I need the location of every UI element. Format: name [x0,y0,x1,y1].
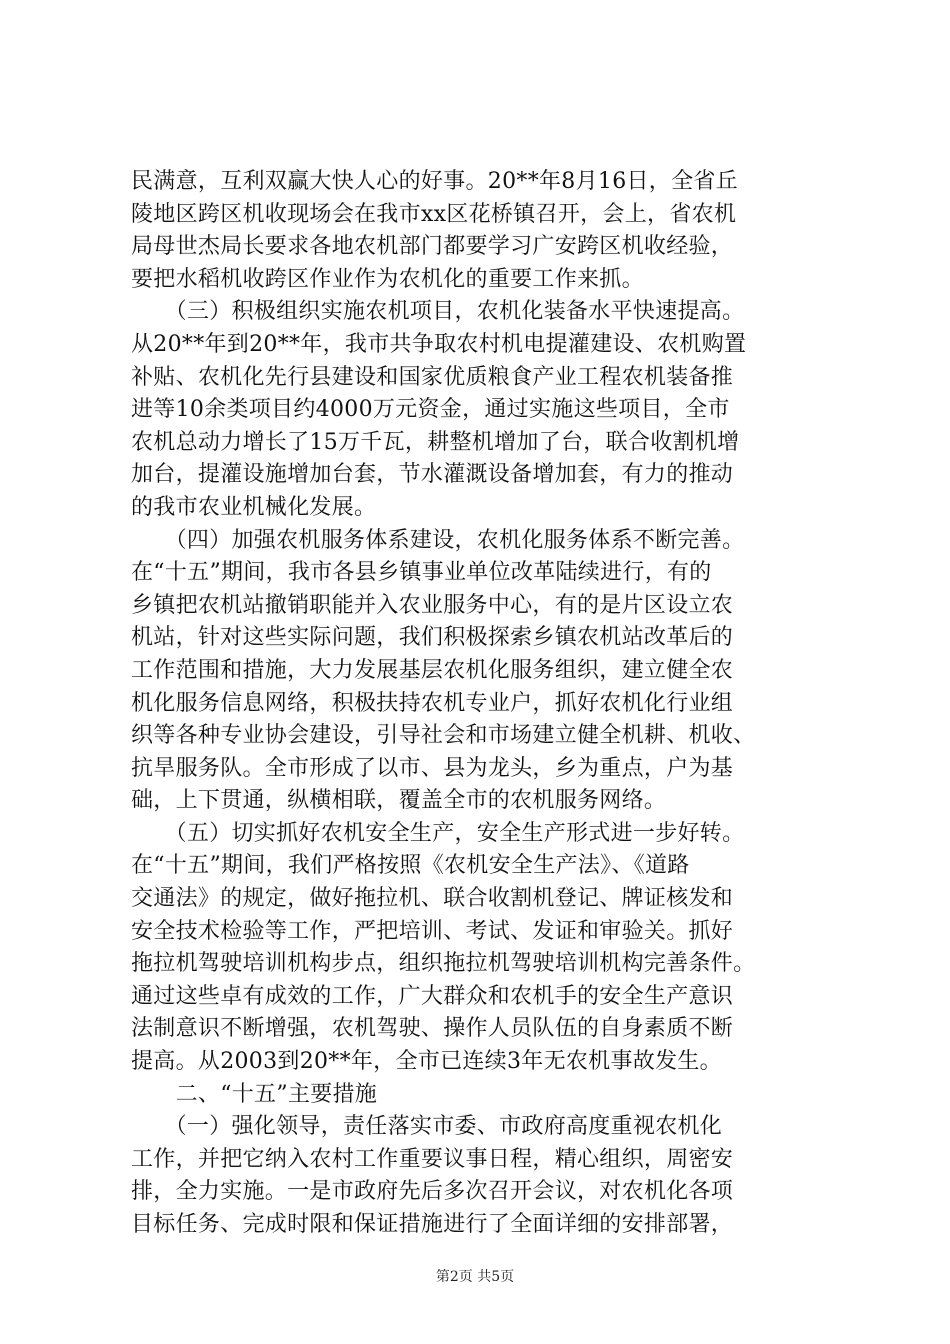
text-line: 机站，针对这些实际问题，我们积极探索乡镇农机站改革后的 [131,625,734,651]
text-line: 拖拉机驾驶培训机构步点，组织拖拉机驾驶培训机构完善条件。 [131,951,756,977]
text-line: 提高。从2003到20**年，全市已连续3年无农机事故发生。 [131,1049,722,1075]
text-line: 交通法》的规定，做好拖拉机、联合收割机登记、牌证核发和 [131,886,734,912]
text-line: 排，全力实施。一是市政府先后多次召开会议，对农机化各项 [131,1179,734,1205]
text-line: 加台，提灌设施增加台套，节水灌溉设备增加套，有力的推动 [131,462,734,488]
section-heading-line: （五）切实抓好农机安全生产，安全生产形式进一步好转。 [131,820,745,846]
text-line: 局母世杰局长要求各地农机部门都要学习广安跨区机收经验， [131,234,734,260]
section-heading-line: （一）强化领导，责任落实市委、市政府高度重视农机化 [131,1114,723,1140]
text-line: 工作，并把它纳入农村工作重要议事日程，精心组织，周密安 [131,1146,734,1172]
text-line: 法制意识不断增强，农机驾驶、操作人员队伍的自身素质不断 [131,1016,734,1042]
text-line: 安全技术检验等工作，严把培训、考试、发证和审验关。抓好 [131,918,734,944]
text-line: 通过这些卓有成效的工作，广大群众和农机手的安全生产意识 [131,983,734,1009]
page-number-footer: 第2页 共5页 [435,1269,515,1285]
text-line: 机化服务信息网络，积极扶持农机专业户，抓好农机化行业组 [131,690,734,716]
text-line: 的我市农业机械化发展。 [131,494,377,520]
text-line: 乡镇把农机站撤销职能并入农业服务中心，有的是片区设立农 [131,592,734,618]
section-heading-line: （三）积极组织实施农机项目，农机化装备水平快速提高。 [131,299,745,325]
text-line: 在“十五”期间，我市各县乡镇事业单位改革陆续进行，有的 [131,560,712,586]
text-line: 础，上下贯通，纵横相联，覆盖全市的农机服务网络。 [131,788,667,814]
text-line: 从20**年到20**年，我市共争取农村机电提灌建设、农机购置 [131,331,747,357]
text-line: 在“十五”期间，我们严格按照《农机安全生产法》、《道路 [131,853,690,879]
text-line: 农机总动力增长了15万千瓦，耕整机增加了台，联合收割机增 [131,429,740,455]
text-line: 要把水稻机收跨区作业作为农机化的重要工作来抓。 [131,266,644,292]
text-line: 陵地区跨区机收现场会在我市xx区花桥镇召开，会上，省农机 [131,201,737,227]
text-line: 进等10余类项目约4000万元资金，通过实施这些项目，全市 [131,397,730,423]
text-line: 民满意，互利双赢大快人心的好事。20**年8月16日，全省丘 [131,169,738,194]
text-line: 工作范围和措施，大力发展基层农机化服务组织，建立健全农 [131,657,734,683]
chapter-heading-line: 二、“十五”主要措施 [131,1081,378,1107]
text-line: 补贴、农机化先行县建设和国家优质粮食产业工程农机装备推 [131,364,734,390]
text-line: 织等各种专业协会建设，引导社会和市场建立健全机耕、机收、 [131,723,756,749]
text-line: 目标任务、完成时限和保证措施进行了全面详细的安排部署， [131,1212,734,1237]
section-heading-line: （四）加强农机服务体系建设，农机化服务体系不断完善。 [131,527,745,553]
document-body [131,166,846,1242]
text-line: 抗旱服务队。全市形成了以市、县为龙头，乡为重点，户为基 [131,755,734,781]
